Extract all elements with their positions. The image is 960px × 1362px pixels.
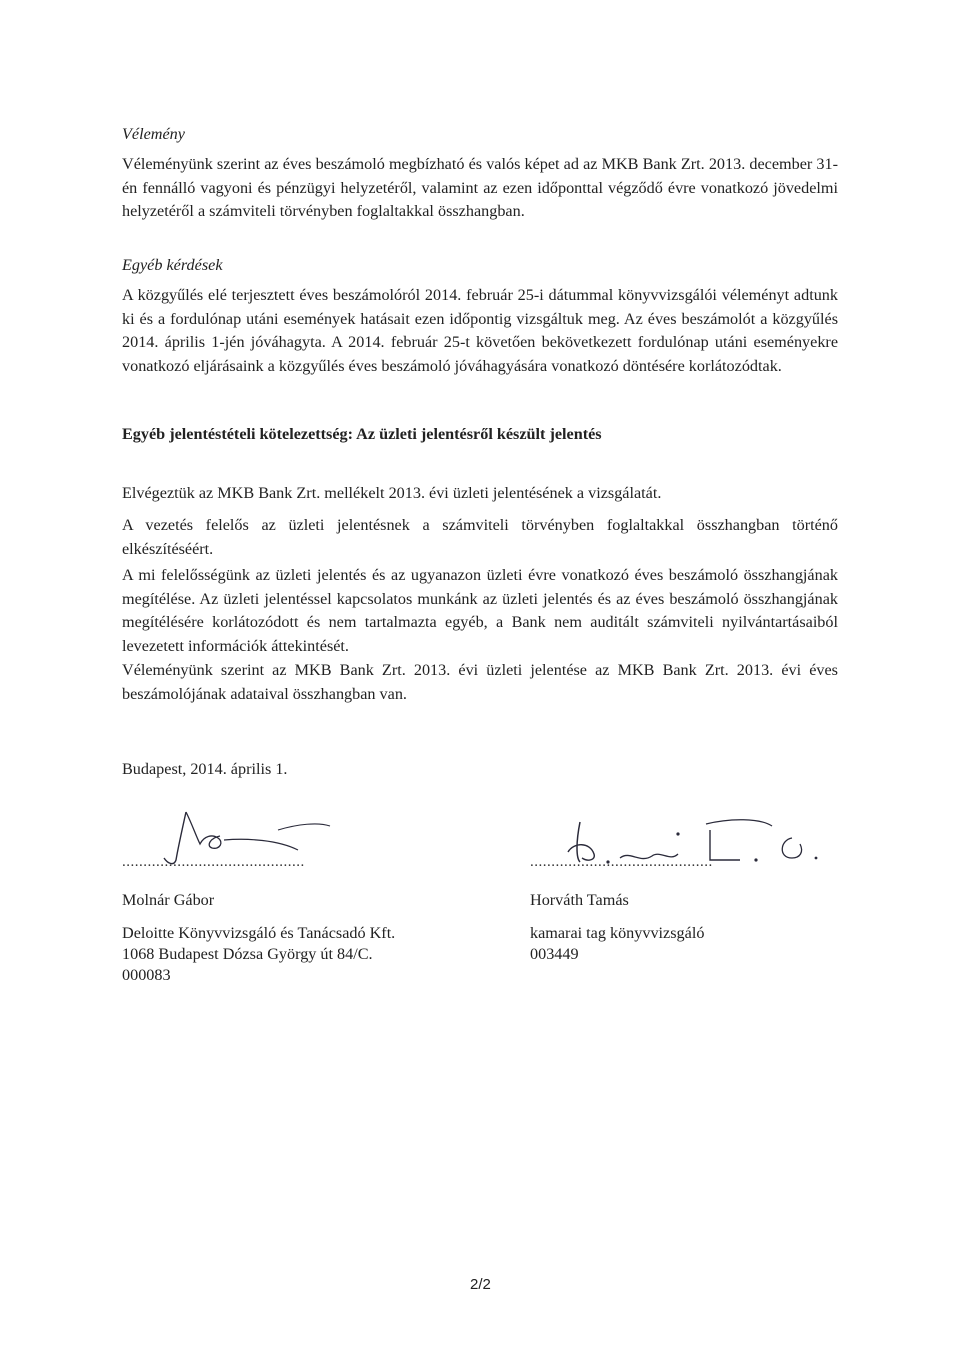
opinion-heading: Vélemény (122, 125, 185, 143)
signature-line: ........................................... (530, 854, 713, 870)
signatory-title: kamarai tag könyvvizsgáló (530, 924, 705, 942)
signature-line: ........................................... (122, 854, 305, 870)
other-matters-paragraph: A közgyűlés elé terjesztett éves beszámolóról 2014. február 25-i dátummal könyvvizsgálói véleményt adtunk ki és a fordulónap utáni események hatásait ezen időpontig vizsgáltuk meg. Az éves beszámolót a közgyűlés 2014. április 1-jén jóváhagyta. A 2014. február 25-t követően bekövetkezett fordulónap utáni eseményekre vonatkozó eljárásaink a közgyűlés éves beszámoló jóváhagyására vonatkozó döntésére korlátozódtak. (122, 286, 838, 375)
reporting-paragraph-1: Elvégeztük az MKB Bank Zrt. mellékelt 2013. évi üzleti jelentésének a vizsgálatát. (122, 484, 662, 502)
signatory-address: 1068 Budapest Dózsa György út 84/C. (122, 945, 373, 963)
reporting-paragraph-4: Véleményünk szerint az MKB Bank Zrt. 2013. évi üzleti jelentése az MKB Bank Zrt. 2013. évi éves beszámolójának adataival összhangban van. (122, 661, 838, 703)
page-number: 2/2 (470, 1276, 491, 1293)
other-matters-heading: Egyéb kérdések (122, 256, 223, 274)
signatory-registration: 003449 (530, 945, 579, 963)
signatory-left (122, 852, 395, 986)
signatory-firm: Deloitte Könyvvizsgáló és Tanácsadó Kft. (122, 924, 396, 942)
signatory-right (530, 852, 713, 965)
reporting-paragraph-2: A vezetés felelős az üzleti jelentésnek a számviteli törvényben foglaltakkal összhangban történő elkészítéséért. (122, 516, 838, 558)
signatory-registration: 000083 (122, 966, 171, 984)
place-date: Budapest, 2014. április 1. (122, 760, 288, 778)
reporting-heading: Egyéb jelentéstételi kötelezettség: Az üzleti jelentésről készült jelentés (122, 425, 602, 443)
signatory-name: Horváth Tamás (530, 891, 629, 909)
opinion-paragraph: Véleményünk szerint az éves beszámoló megbízható és valós képet ad az MKB Bank Zrt. 2013. december 31-én fennálló vagyoni és pénzügyi helyzetéről, valamint az ezen időponttal végződő évre vonatkozó jövedelmi helyzetéről a számviteli törvényben foglaltakkal összhangban. (122, 155, 838, 220)
signatory-name: Molnár Gábor (122, 891, 215, 909)
reporting-paragraph-3: A mi felelősségünk az üzleti jelentés és az ugyanazon üzleti évre vonatkozó éves beszámoló összhangjának megítélése. Az üzleti jelentéssel kapcsolatos munkánk az üzleti jelentés és az éves beszámoló összhangjának megítélésére korlátozódott és nem tartalmazta egyéb, a Bank nem auditált számviteli nyilvántartásaiból levezetett információk áttekintését. (122, 566, 838, 655)
